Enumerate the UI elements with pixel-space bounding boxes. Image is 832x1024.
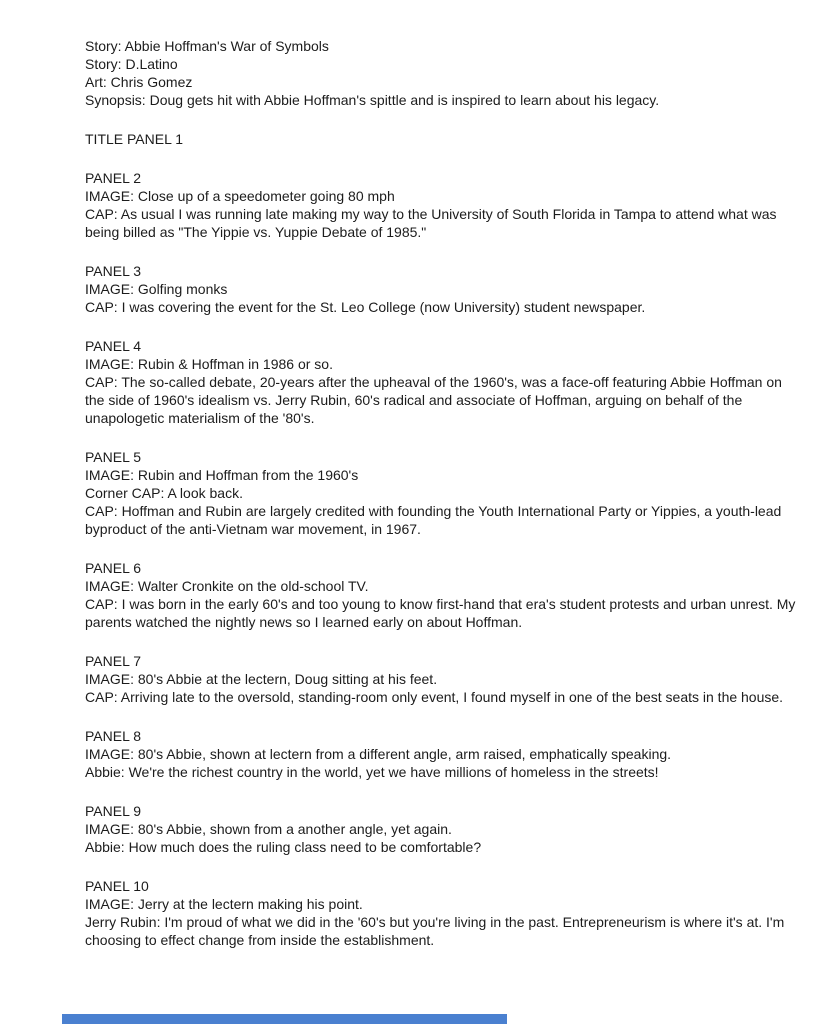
script-line: IMAGE: Rubin & Hoffman in 1986 or so. bbox=[85, 356, 333, 372]
script-line: IMAGE: Close up of a speedometer going 80 mph bbox=[85, 188, 395, 204]
script-block-panel bbox=[85, 448, 797, 538]
script-line: CAP: As usual I was running late making my way to the University of South Florida in Tampa to attend what was being billed as "The Yippie vs. Yuppie Debate of 1985." bbox=[85, 206, 777, 240]
script-line: Jerry Rubin: I'm proud of what we did in the '60's but you're living in the past. Entrepreneurism is where it's at. I'm choosing to effect change from inside the establishment. bbox=[85, 914, 785, 948]
script-block-panel bbox=[85, 337, 797, 427]
script-block-panel bbox=[85, 652, 797, 706]
script-line: CAP: Hoffman and Rubin are largely credited with founding the Youth International Party or Yippies, a youth-lead byproduct of the anti-Vietnam war movement, in 1967. bbox=[85, 503, 782, 537]
script-line: IMAGE: Jerry at the lectern making his point. bbox=[85, 896, 363, 912]
script-line: Synopsis: Doug gets hit with Abbie Hoffman's spittle and is inspired to learn about his legacy. bbox=[85, 92, 660, 108]
script-block-panel bbox=[85, 262, 797, 316]
script-header-block bbox=[85, 37, 797, 109]
script-line: CAP: The so-called debate, 20-years after the upheaval of the 1960's, was a face-off featuring Abbie Hoffman on the side of 1960's idealism vs. Jerry Rubin, 60's radical and associate of Hoffman, arguing on behalf of the unapologetic materialism of the '80's. bbox=[85, 374, 782, 426]
script-line: TITLE PANEL 1 bbox=[85, 131, 184, 147]
script-line: PANEL 3 bbox=[85, 263, 142, 279]
script-line: Abbie: How much does the ruling class need to be comfortable? bbox=[85, 839, 482, 855]
script-document bbox=[85, 37, 797, 970]
script-line: IMAGE: 80's Abbie at the lectern, Doug sitting at his feet. bbox=[85, 671, 438, 687]
script-line: PANEL 7 bbox=[85, 653, 142, 669]
script-block-panel bbox=[85, 169, 797, 241]
script-block-panel bbox=[85, 877, 797, 949]
script-line: PANEL 4 bbox=[85, 338, 142, 354]
script-line: Corner CAP: A look back. bbox=[85, 485, 243, 501]
script-line: IMAGE: 80's Abbie, shown at lectern from a different angle, arm raised, emphatically speaking. bbox=[85, 746, 672, 762]
script-line: PANEL 8 bbox=[85, 728, 142, 744]
script-line: PANEL 2 bbox=[85, 170, 142, 186]
script-line: CAP: Arriving late to the oversold, standing-room only event, I found myself in one of the best seats in the house. bbox=[85, 689, 784, 705]
script-line: IMAGE: Golfing monks bbox=[85, 281, 228, 297]
script-block-panel bbox=[85, 559, 797, 631]
script-line: CAP: I was born in the early 60's and too young to know first-hand that era's student protests and urban unrest. My parents watched the nightly news so I learned early on about Hoffman. bbox=[85, 596, 796, 630]
script-line: PANEL 6 bbox=[85, 560, 142, 576]
script-block-title-panel bbox=[85, 130, 797, 148]
script-line: Abbie: We're the richest country in the world, yet we have millions of homeless in the streets! bbox=[85, 764, 659, 780]
script-line: IMAGE: 80's Abbie, shown from a another angle, yet again. bbox=[85, 821, 452, 837]
script-line: PANEL 5 bbox=[85, 449, 142, 465]
script-line: IMAGE: Rubin and Hoffman from the 1960's bbox=[85, 467, 359, 483]
script-line: IMAGE: Walter Cronkite on the old-school TV. bbox=[85, 578, 369, 594]
script-line: CAP: I was covering the event for the St. Leo College (now University) student newspaper. bbox=[85, 299, 646, 315]
script-line: Art: Chris Gomez bbox=[85, 74, 193, 90]
script-block-panel bbox=[85, 802, 797, 856]
script-line: PANEL 10 bbox=[85, 878, 149, 894]
script-line: Story: Abbie Hoffman's War of Symbols bbox=[85, 38, 329, 54]
script-block-panel bbox=[85, 727, 797, 781]
script-line: PANEL 9 bbox=[85, 803, 142, 819]
selection-highlight-bar bbox=[62, 1014, 507, 1024]
script-line: Story: D.Latino bbox=[85, 56, 178, 72]
